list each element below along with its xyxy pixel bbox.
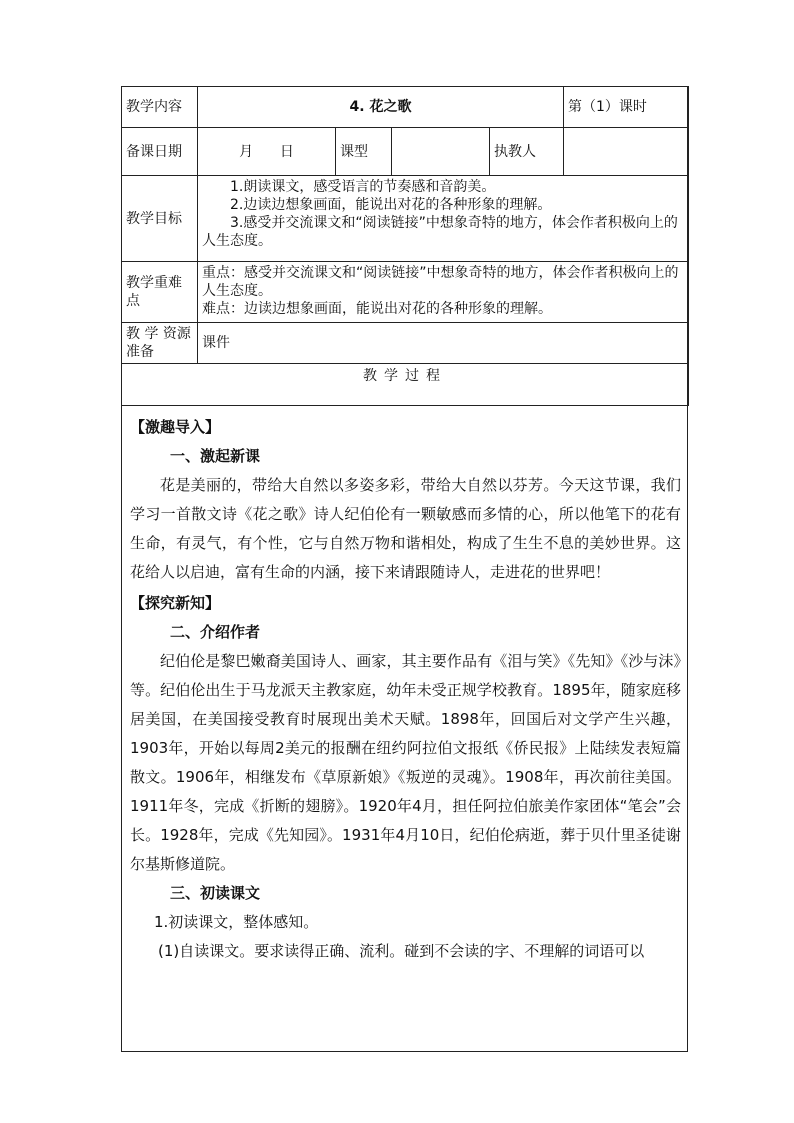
process-heading: 教学过程 [122, 364, 689, 406]
row-date [122, 128, 689, 176]
row-goals [122, 176, 689, 262]
keypoint-line: 重点：感受并交流课文和“阅读链接”中想象奇特的地方，体会作者积极向上的人生态度。 [202, 265, 679, 299]
list-item: (1)自读课文。要求读得正确、流利。碰到不会读的字、不理解的词语可以 [158, 942, 645, 960]
type-value [392, 128, 490, 176]
date-value: 月 日 [198, 128, 336, 176]
goal-item: 2.边读边想象画面，能说出对花的各种形象的理解。 [230, 197, 552, 213]
row-content [122, 87, 689, 128]
teacher-value [564, 128, 689, 176]
date-label: 备课日期 [122, 128, 198, 176]
row-process [122, 364, 689, 406]
goal-item: 1.朗读课文，感受语言的节奏感和音韵美。 [230, 179, 496, 195]
lesson-title: 4. 花之歌 [198, 87, 564, 128]
lesson-period: 第（1）课时 [564, 87, 689, 128]
keypoint-line: 难点：边读边想象画面，能说出对花的各种形象的理解。 [202, 301, 552, 317]
lesson-body [122, 408, 687, 966]
subsection-heading: 一、激起新课 [170, 447, 261, 465]
resources-label: 教 学 资源准备 [122, 323, 198, 364]
row-keypoints [122, 262, 689, 323]
row-resources [122, 323, 689, 364]
goals-cell [198, 176, 689, 262]
resources-value: 课件 [198, 323, 689, 364]
goal-item: 3.感受并交流课文和“阅读链接”中想象奇特的地方，体会作者积极向上的人生态度。 [202, 215, 678, 249]
section-heading: 【探究新知】 [130, 594, 221, 612]
section-heading: 【激趣导入】 [130, 418, 221, 436]
list-item: 1.初读课文，整体感知。 [154, 913, 319, 931]
subsection-heading: 二、介绍作者 [170, 623, 261, 641]
content-label: 教学内容 [122, 87, 198, 128]
type-label: 课型 [336, 128, 392, 176]
keypoints-cell [198, 262, 689, 323]
paragraph: 纪伯伦是黎巴嫩裔美国诗人、画家，其主要作品有《泪与笑》《先知》《沙与沫》等。纪伯伦出生于马龙派天主教家庭，幼年未受正规学校教育。1895年，随家庭移居美国，在美国接受教育时展现出美术天赋。1898年，回国后对文学产生兴趣，1903年，开始以每周2美元的报酬在纽约阿拉伯文报纸《侨民报》上陆续发表短篇散文。1906年，相继发布《草原新娘》《叛逆的灵魂》。1908年，再次前往美国。1911年冬，完成《折断的翅膀》。1920年4月，担任阿拉伯旅美作家团体“笔会”会长。1928年，完成《先知园》。1931年4月10日，纪伯伦病逝，葬于贝什里圣徒谢尔基斯修道院。 [130, 652, 681, 873]
teacher-label: 执教人 [490, 128, 564, 176]
paragraph: 花是美丽的，带给大自然以多姿多彩，带给大自然以芬芳。今天这节课，我们学习一首散文诗《花之歌》诗人纪伯伦有一颗敏感而多情的心，所以他笔下的花有生命，有灵气，有个性，它与自然万物和谐相处，构成了生生不息的美妙世界。这花给人以启迪，富有生命的内涵，接下来请跟随诗人，走进花的世界吧！ [130, 476, 681, 581]
subsection-heading: 三、初读课文 [170, 884, 261, 902]
lesson-header-table [121, 86, 689, 406]
keypoints-label: 教学重难点 [122, 262, 198, 323]
goals-label: 教学目标 [122, 176, 198, 262]
